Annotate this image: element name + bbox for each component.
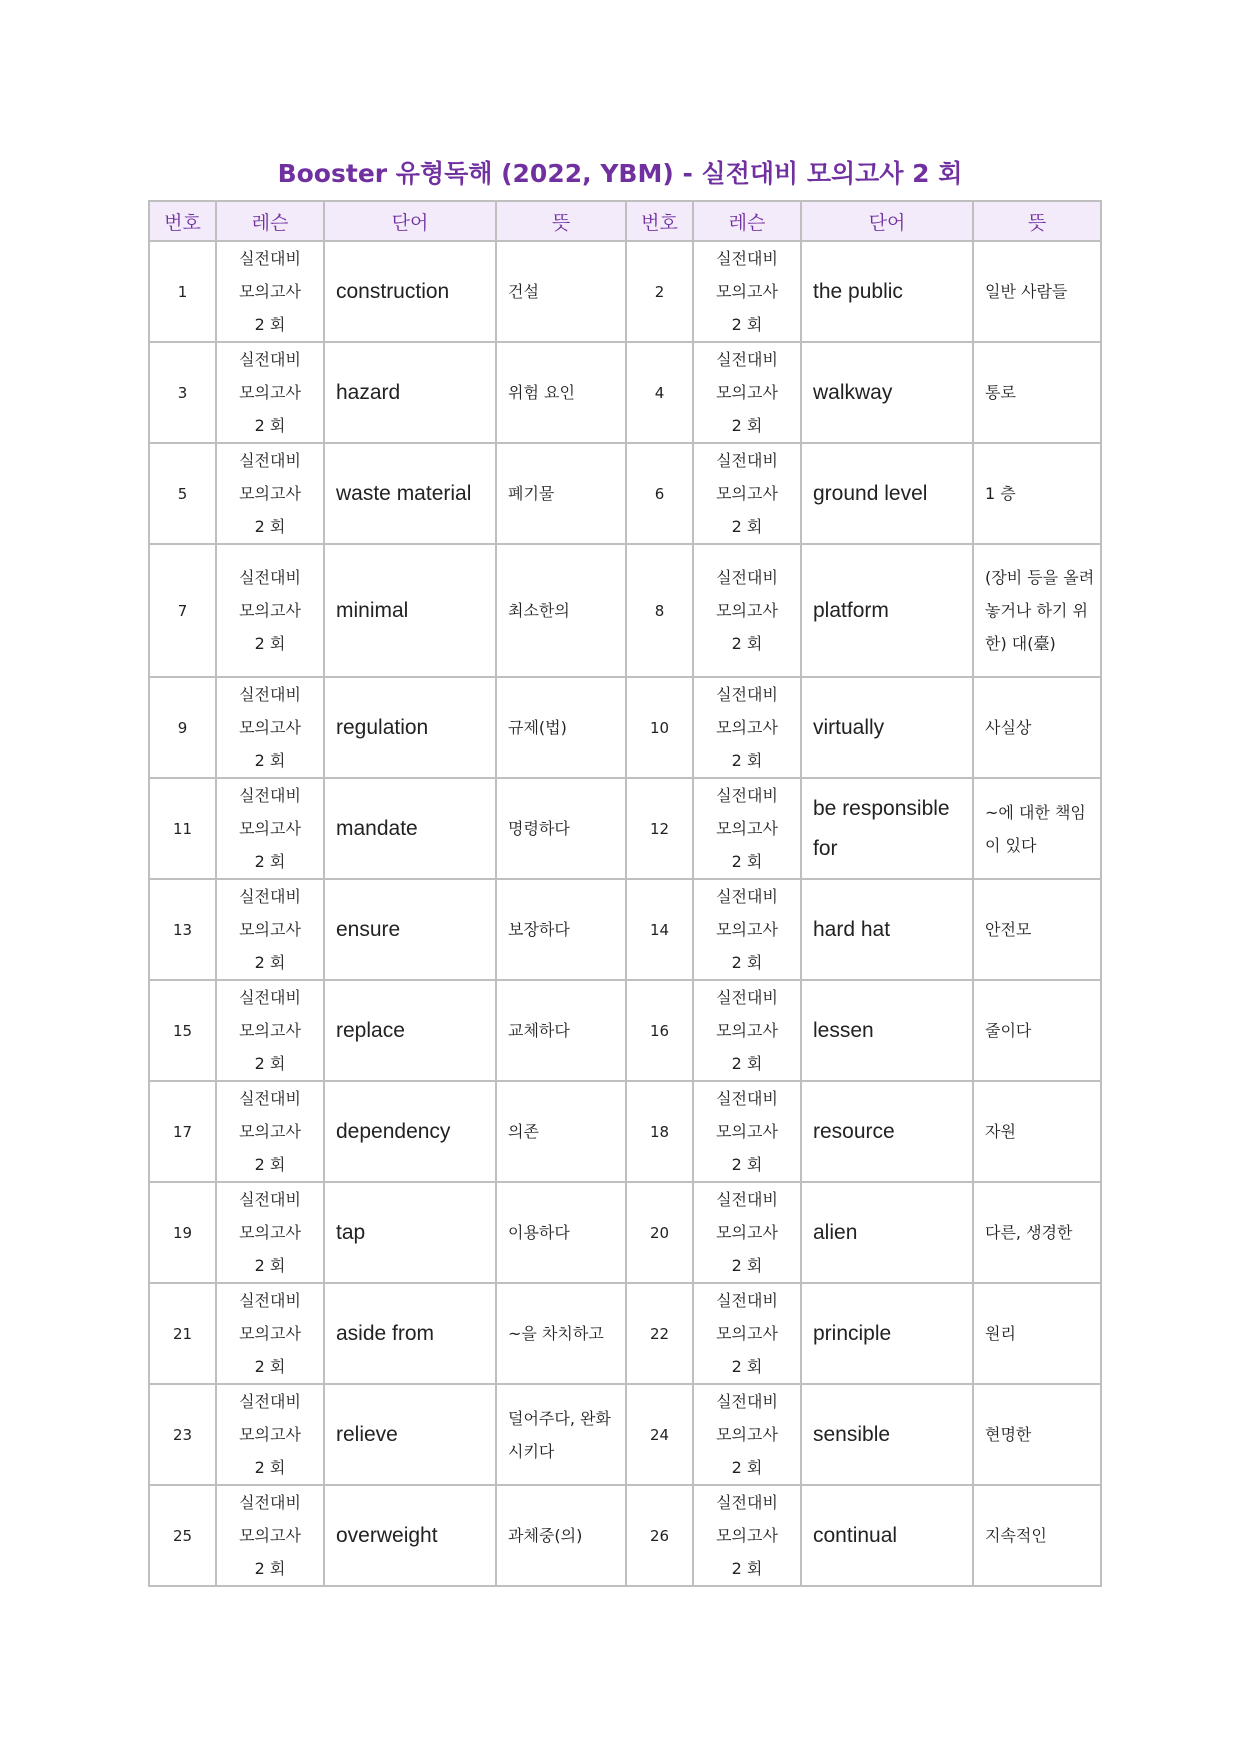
lesson-line: 실전대비	[716, 887, 778, 906]
lesson-line: 모의고사	[239, 1425, 301, 1444]
table-row	[149, 879, 1101, 980]
lesson-line: 실전대비	[239, 249, 301, 268]
entry-number: 26	[626, 1485, 693, 1586]
entry-number: 25	[149, 1485, 216, 1586]
entry-meaning: 사실상	[973, 677, 1101, 778]
lesson-line: 모의고사	[716, 383, 778, 402]
lesson-line: 모의고사	[239, 282, 301, 301]
entry-number: 11	[149, 778, 216, 879]
entry-lesson	[216, 342, 324, 443]
entry-meaning: 규제(법)	[496, 677, 626, 778]
lesson-line: 2 회	[731, 1054, 763, 1073]
entry-lesson	[216, 1081, 324, 1182]
lesson-line: 모의고사	[716, 1122, 778, 1141]
lesson-line: 2 회	[254, 953, 286, 972]
header-row	[149, 201, 1101, 241]
entry-lesson	[216, 879, 324, 980]
entry-word: dependency	[324, 1081, 496, 1182]
lesson-line: 2 회	[731, 953, 763, 972]
lesson-line: 실전대비	[716, 451, 778, 470]
table-row	[149, 544, 1101, 677]
lesson-line: 2 회	[254, 416, 286, 435]
entry-word: construction	[324, 241, 496, 342]
entry-number: 14	[626, 879, 693, 980]
lesson-line: 2 회	[254, 315, 286, 334]
entry-meaning: 통로	[973, 342, 1101, 443]
entry-number: 9	[149, 677, 216, 778]
table-row	[149, 1485, 1101, 1586]
lesson-line: 모의고사	[716, 601, 778, 620]
entry-meaning: (장비 등을 올려놓거나 하기 위한) 대(臺)	[973, 544, 1101, 677]
entry-word: tap	[324, 1182, 496, 1283]
lesson-line: 모의고사	[716, 1425, 778, 1444]
entry-lesson	[693, 443, 801, 544]
lesson-line: 실전대비	[239, 1291, 301, 1310]
lesson-line: 실전대비	[716, 350, 778, 369]
lesson-line: 모의고사	[716, 282, 778, 301]
entry-number: 2	[626, 241, 693, 342]
page-title: Booster 유형독해 (2022, YBM) - 실전대비 모의고사 2 회	[277, 159, 963, 188]
lesson-line: 2 회	[254, 1054, 286, 1073]
entry-word: continual	[801, 1485, 973, 1586]
entry-word: replace	[324, 980, 496, 1081]
lesson-line: 실전대비	[716, 1089, 778, 1108]
header-meaning: 뜻	[496, 201, 626, 241]
entry-number: 24	[626, 1384, 693, 1485]
entry-word: ground level	[801, 443, 973, 544]
lesson-line: 2 회	[731, 1458, 763, 1477]
lesson-line: 실전대비	[239, 786, 301, 805]
entry-number: 19	[149, 1182, 216, 1283]
entry-lesson	[216, 677, 324, 778]
entry-meaning: ~에 대한 책임이 있다	[973, 778, 1101, 879]
lesson-line: 실전대비	[239, 1089, 301, 1108]
lesson-line: 2 회	[731, 1155, 763, 1174]
lesson-line: 실전대비	[239, 1493, 301, 1512]
entry-lesson	[693, 342, 801, 443]
lesson-line: 실전대비	[716, 568, 778, 587]
entry-meaning: 덜어주다, 완화시키다	[496, 1384, 626, 1485]
entry-lesson	[216, 1283, 324, 1384]
lesson-line: 실전대비	[716, 685, 778, 704]
entry-meaning: 지속적인	[973, 1485, 1101, 1586]
lesson-line: 실전대비	[239, 887, 301, 906]
entry-lesson	[216, 544, 324, 677]
entry-lesson	[693, 1081, 801, 1182]
vocabulary-body	[149, 241, 1101, 1586]
entry-number: 16	[626, 980, 693, 1081]
table-row	[149, 443, 1101, 544]
entry-meaning: 보장하다	[496, 879, 626, 980]
entry-number: 6	[626, 443, 693, 544]
lesson-line: 2 회	[254, 852, 286, 871]
entry-word: resource	[801, 1081, 973, 1182]
entry-word: overweight	[324, 1485, 496, 1586]
lesson-line: 모의고사	[716, 1223, 778, 1242]
lesson-line: 실전대비	[239, 568, 301, 587]
lesson-line: 모의고사	[239, 920, 301, 939]
entry-lesson	[693, 778, 801, 879]
lesson-line: 실전대비	[716, 1190, 778, 1209]
entry-meaning: 줄이다	[973, 980, 1101, 1081]
entry-meaning: 자원	[973, 1081, 1101, 1182]
entry-lesson	[216, 241, 324, 342]
lesson-line: 실전대비	[716, 1291, 778, 1310]
entry-meaning: 안전모	[973, 879, 1101, 980]
entry-meaning: 최소한의	[496, 544, 626, 677]
header-lesson: 레슨	[216, 201, 324, 241]
table-row	[149, 1283, 1101, 1384]
header-meaning: 뜻	[973, 201, 1101, 241]
entry-number: 12	[626, 778, 693, 879]
lesson-line: 모의고사	[239, 1324, 301, 1343]
entry-word: walkway	[801, 342, 973, 443]
lesson-line: 2 회	[731, 416, 763, 435]
entry-word: platform	[801, 544, 973, 677]
header-word: 단어	[801, 201, 973, 241]
entry-number: 8	[626, 544, 693, 677]
table-row	[149, 1182, 1101, 1283]
entry-word: ensure	[324, 879, 496, 980]
header-number: 번호	[626, 201, 693, 241]
entry-number: 18	[626, 1081, 693, 1182]
entry-lesson	[216, 1485, 324, 1586]
lesson-line: 2 회	[254, 1357, 286, 1376]
lesson-line: 모의고사	[716, 718, 778, 737]
entry-meaning: 과체중(의)	[496, 1485, 626, 1586]
entry-number: 20	[626, 1182, 693, 1283]
entry-meaning: 명령하다	[496, 778, 626, 879]
entry-number: 5	[149, 443, 216, 544]
lesson-line: 모의고사	[239, 718, 301, 737]
entry-meaning: 건설	[496, 241, 626, 342]
lesson-line: 모의고사	[716, 920, 778, 939]
entry-word: lessen	[801, 980, 973, 1081]
lesson-line: 모의고사	[239, 1021, 301, 1040]
entry-word: minimal	[324, 544, 496, 677]
lesson-line: 2 회	[254, 1458, 286, 1477]
lesson-line: 2 회	[731, 852, 763, 871]
lesson-line: 실전대비	[239, 350, 301, 369]
lesson-line: 모의고사	[239, 1122, 301, 1141]
entry-word: the public	[801, 241, 973, 342]
lesson-line: 실전대비	[239, 1190, 301, 1209]
entry-word: virtually	[801, 677, 973, 778]
entry-number: 13	[149, 879, 216, 980]
entry-lesson	[693, 980, 801, 1081]
entry-number: 7	[149, 544, 216, 677]
entry-number: 23	[149, 1384, 216, 1485]
lesson-line: 2 회	[254, 751, 286, 770]
lesson-line: 실전대비	[716, 1392, 778, 1411]
vocabulary-table	[148, 200, 1102, 1587]
entry-number: 1	[149, 241, 216, 342]
lesson-line: 2 회	[254, 634, 286, 653]
lesson-line: 모의고사	[239, 819, 301, 838]
entry-meaning: 원리	[973, 1283, 1101, 1384]
entry-word: principle	[801, 1283, 973, 1384]
lesson-line: 2 회	[254, 1256, 286, 1275]
lesson-line: 모의고사	[239, 1526, 301, 1545]
entry-meaning: 일반 사람들	[973, 241, 1101, 342]
entry-lesson	[216, 980, 324, 1081]
entry-number: 22	[626, 1283, 693, 1384]
lesson-line: 실전대비	[239, 988, 301, 1007]
lesson-line: 실전대비	[716, 786, 778, 805]
header-word: 단어	[324, 201, 496, 241]
lesson-line: 모의고사	[716, 819, 778, 838]
lesson-line: 모의고사	[239, 601, 301, 620]
entry-meaning: 의존	[496, 1081, 626, 1182]
entry-lesson	[216, 778, 324, 879]
lesson-line: 모의고사	[716, 1021, 778, 1040]
entry-word: mandate	[324, 778, 496, 879]
entry-word: alien	[801, 1182, 973, 1283]
lesson-line: 모의고사	[239, 383, 301, 402]
entry-word: waste material	[324, 443, 496, 544]
lesson-line: 2 회	[731, 1559, 763, 1578]
lesson-line: 실전대비	[239, 685, 301, 704]
entry-word: hazard	[324, 342, 496, 443]
entry-lesson	[693, 677, 801, 778]
entry-word: aside from	[324, 1283, 496, 1384]
lesson-line: 2 회	[254, 1155, 286, 1174]
entry-lesson	[693, 1384, 801, 1485]
entry-number: 17	[149, 1081, 216, 1182]
lesson-line: 2 회	[731, 315, 763, 334]
entry-word: be responsible for	[801, 778, 973, 879]
entry-lesson	[693, 241, 801, 342]
entry-meaning: 현명한	[973, 1384, 1101, 1485]
entry-lesson	[693, 1182, 801, 1283]
entry-meaning: 이용하다	[496, 1182, 626, 1283]
entry-lesson	[216, 1384, 324, 1485]
entry-number: 4	[626, 342, 693, 443]
entry-lesson	[693, 1283, 801, 1384]
lesson-line: 2 회	[254, 1559, 286, 1578]
entry-number: 21	[149, 1283, 216, 1384]
entry-meaning: 1 층	[973, 443, 1101, 544]
entry-meaning: ~을 차치하고	[496, 1283, 626, 1384]
lesson-line: 2 회	[731, 1357, 763, 1376]
entry-number: 3	[149, 342, 216, 443]
table-row	[149, 342, 1101, 443]
lesson-line: 2 회	[731, 517, 763, 536]
table-row	[149, 980, 1101, 1081]
entry-word: regulation	[324, 677, 496, 778]
entry-lesson	[216, 443, 324, 544]
lesson-line: 2 회	[731, 1256, 763, 1275]
entry-meaning: 교체하다	[496, 980, 626, 1081]
entry-number: 15	[149, 980, 216, 1081]
entry-lesson	[693, 879, 801, 980]
table-row	[149, 1384, 1101, 1485]
lesson-line: 모의고사	[716, 1324, 778, 1343]
table-row	[149, 677, 1101, 778]
entry-lesson	[693, 544, 801, 677]
table-row	[149, 1081, 1101, 1182]
entry-meaning: 폐기물	[496, 443, 626, 544]
lesson-line: 모의고사	[239, 1223, 301, 1242]
lesson-line: 2 회	[254, 517, 286, 536]
table-row	[149, 241, 1101, 342]
lesson-line: 모의고사	[239, 484, 301, 503]
lesson-line: 실전대비	[239, 1392, 301, 1411]
entry-number: 10	[626, 677, 693, 778]
entry-meaning: 위험 요인	[496, 342, 626, 443]
header-number: 번호	[149, 201, 216, 241]
entry-lesson	[693, 1485, 801, 1586]
lesson-line: 실전대비	[716, 249, 778, 268]
entry-meaning: 다른, 생경한	[973, 1182, 1101, 1283]
header-lesson: 레슨	[693, 201, 801, 241]
lesson-line: 실전대비	[716, 1493, 778, 1512]
entry-word: hard hat	[801, 879, 973, 980]
lesson-line: 실전대비	[716, 988, 778, 1007]
entry-word: relieve	[324, 1384, 496, 1485]
lesson-line: 실전대비	[239, 451, 301, 470]
lesson-line: 모의고사	[716, 484, 778, 503]
lesson-line: 2 회	[731, 751, 763, 770]
entry-word: sensible	[801, 1384, 973, 1485]
lesson-line: 2 회	[731, 634, 763, 653]
table-row	[149, 778, 1101, 879]
lesson-line: 모의고사	[716, 1526, 778, 1545]
entry-lesson	[216, 1182, 324, 1283]
